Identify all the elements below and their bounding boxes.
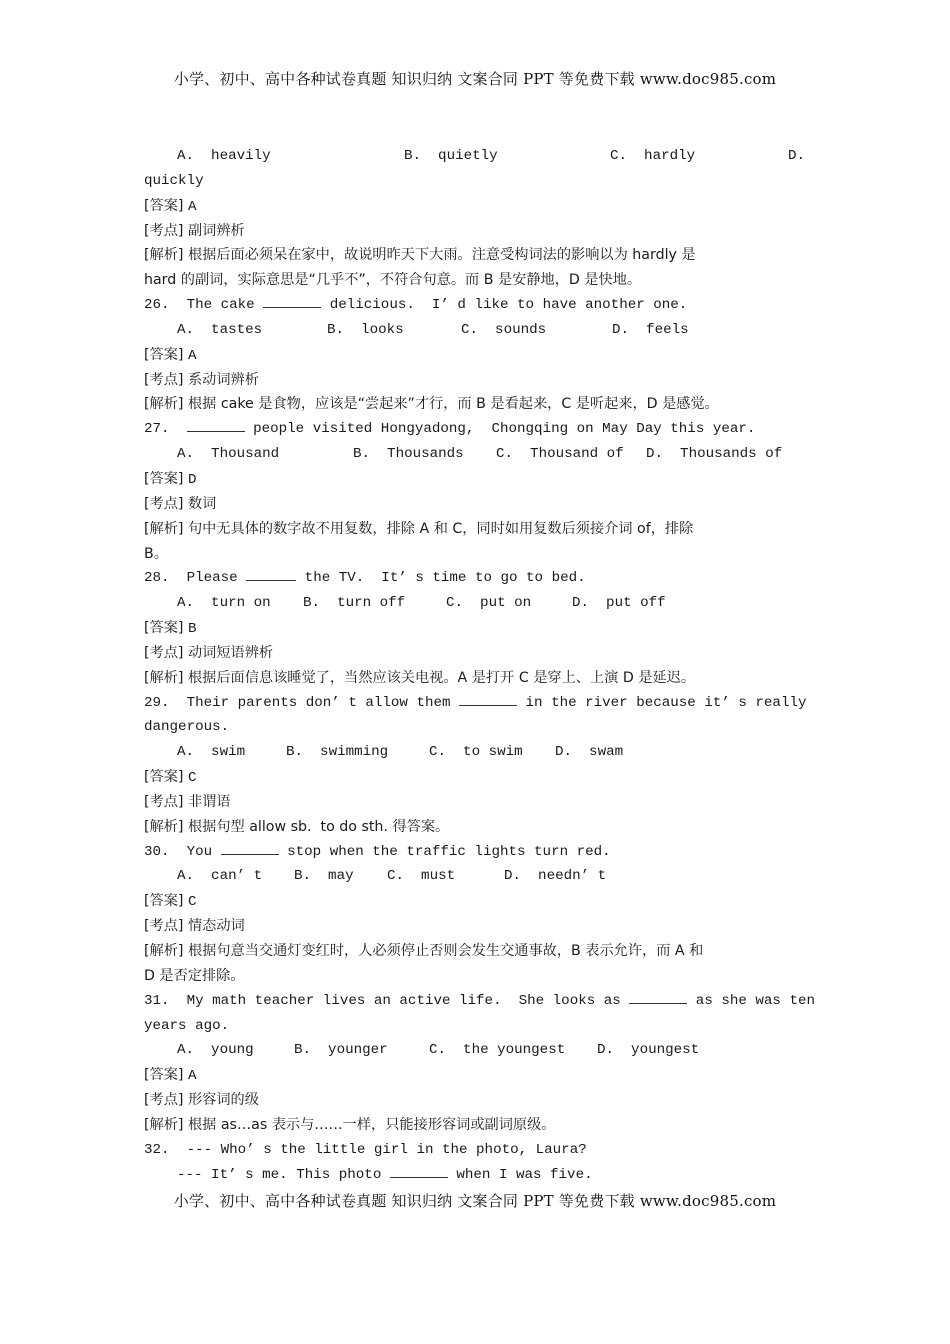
q26-option-d: D. feels [612,321,689,338]
q27-blank [187,417,245,432]
q31-point: [考点] 形容词的级 [144,1092,259,1109]
q27-option-b: B. Thousands [353,446,464,463]
q28-option-c: C. put on [446,595,532,612]
q27-analysis: [解析] 句中无具体的数字故不用复数，排除 A 和 C，同时如用复数后须接介词 of，排除 [144,520,694,537]
q27-option-c: C. Thousand of [496,446,624,463]
q29-blank [459,691,517,706]
q28-option-a: A. turn on [177,595,271,612]
q25-option-c: C. hardly [610,148,696,164]
q32-stem: 32. --- Who’ s the little girl in the photo, Laura? [144,1141,587,1158]
q26-stem: 26. The cake delicious. I’ d like to have another one. [144,293,808,318]
q31-option-a: A. young [177,1042,254,1059]
q29-answer: [答案] C [144,769,197,787]
q30-point: [考点] 情态动词 [144,918,245,935]
document-body [144,144,816,1187]
q31-stem: 31. My math teacher lives an active life. She looks as as she was ten [144,989,808,1014]
q25-analysis-cont: hard 的副词，实际意思是“几乎不”，不符合句意。而 B 是安静地，D 是快地。 [144,272,642,289]
q29-stem-cont: dangerous. [144,719,230,736]
q27-option-a: A. Thousand [177,446,280,463]
q26-point: [考点] 系动词辨析 [144,371,259,388]
q28-option-d: D. put off [572,595,666,612]
q25-option-a: A. heavily [177,148,271,164]
q32-stem-reply: --- It’ s me. This photo when I was five. [144,1163,808,1188]
q29-stem: 29. Their parents don’ t allow them in the river because it’ s really [144,691,808,716]
q26-option-b: B. looks [327,321,404,338]
q27-point: [考点] 数词 [144,495,217,512]
q26-analysis: [解析] 根据 cake 是食物，应该是“尝起来”才行，而 B 是看起来，C 是听起来，D 是感觉。 [144,396,719,413]
q31-answer: [答案] A [144,1067,197,1085]
q27-option-d: D. Thousands of [646,446,783,463]
q30-option-c: C. must [387,868,456,885]
q25-analysis: [解析] 根据后面必须呆在家中，故说明昨天下大雨。注意受构词法的影响以为 hardly 是 [144,247,696,264]
q29-option-c: C. to swim [429,744,523,761]
q26-option-a: A. tastes [177,321,263,338]
q30-blank [221,840,279,855]
q31-blank [629,989,687,1004]
q25-option-d-label: D. [788,148,806,164]
q31-option-b: B. younger [294,1042,388,1059]
q29-options [144,740,808,765]
q30-option-b: B. may [294,868,354,885]
q28-options [144,591,808,616]
q26-answer: [答案] A [144,346,197,364]
q29-option-d: D. swam [555,744,624,761]
q31-stem-cont: years ago. [144,1017,230,1034]
q28-option-b: B. turn off [303,595,406,612]
q27-options [144,442,808,467]
q25-option-b: B. quietly [404,148,498,164]
q30-analysis-cont: D 是否定排除。 [144,967,245,984]
q25-point: [考点] 副词辨析 [144,222,245,239]
q31-options [144,1038,808,1063]
q30-analysis: [解析] 根据句意当交通灯变红时，人必须停止否则会发生交通事故，B 表示允许，而 A 和 [144,943,704,959]
q30-stem: 30. You stop when the traffic lights turn red. [144,840,808,865]
q31-analysis: [解析] 根据 as…as 表示与……一样，只能接形容词或副词原级。 [144,1116,556,1133]
q28-stem: 28. Please the TV. It’ s time to go to bed. [144,566,808,591]
q28-analysis: [解析] 根据后面信息该睡觉了，当然应该关电视。A 是打开 C 是穿上、上演 D 是延迟。 [144,669,696,686]
q30-answer: [答案] C [144,893,197,911]
q31-option-c: C. the youngest [429,1042,566,1059]
q32-blank [390,1163,448,1178]
q29-option-b: B. swimming [286,744,389,761]
q31-option-d: D. youngest [597,1042,700,1059]
q28-answer: [答案] B [144,620,197,638]
q27-stem: 27. people visited Hongyadong, Chongqing on May Day this year. [144,417,808,442]
q26-options [144,318,808,343]
q30-option-a: A. can’ t [177,868,263,885]
q25-answer: [答案] A [144,197,197,215]
q25-options [144,144,808,169]
q25-option-d-text: quickly [144,172,204,189]
q30-options [144,864,808,889]
q27-answer: [答案] D [144,470,197,488]
q28-blank [246,566,296,581]
page-footer: 小学、初中、高中各种试卷真题 知识归纳 文案合同 PPT 等免费下载 www.doc985.com [173,1192,777,1210]
q26-option-c: C. sounds [461,321,547,338]
q28-point: [考点] 动词短语辨析 [144,644,274,661]
page-header: 小学、初中、高中各种试卷真题 知识归纳 文案合同 PPT 等免费下载 www.doc985.com [173,70,777,88]
q27-analysis-cont: B。 [144,545,168,562]
q29-point: [考点] 非谓语 [144,793,231,810]
q29-analysis: [解析] 根据句型 allow sb. to do sth. 得答案。 [144,818,450,835]
q26-blank [263,293,321,308]
q29-option-a: A. swim [177,744,246,761]
q30-option-d: D. needn’ t [504,868,607,885]
